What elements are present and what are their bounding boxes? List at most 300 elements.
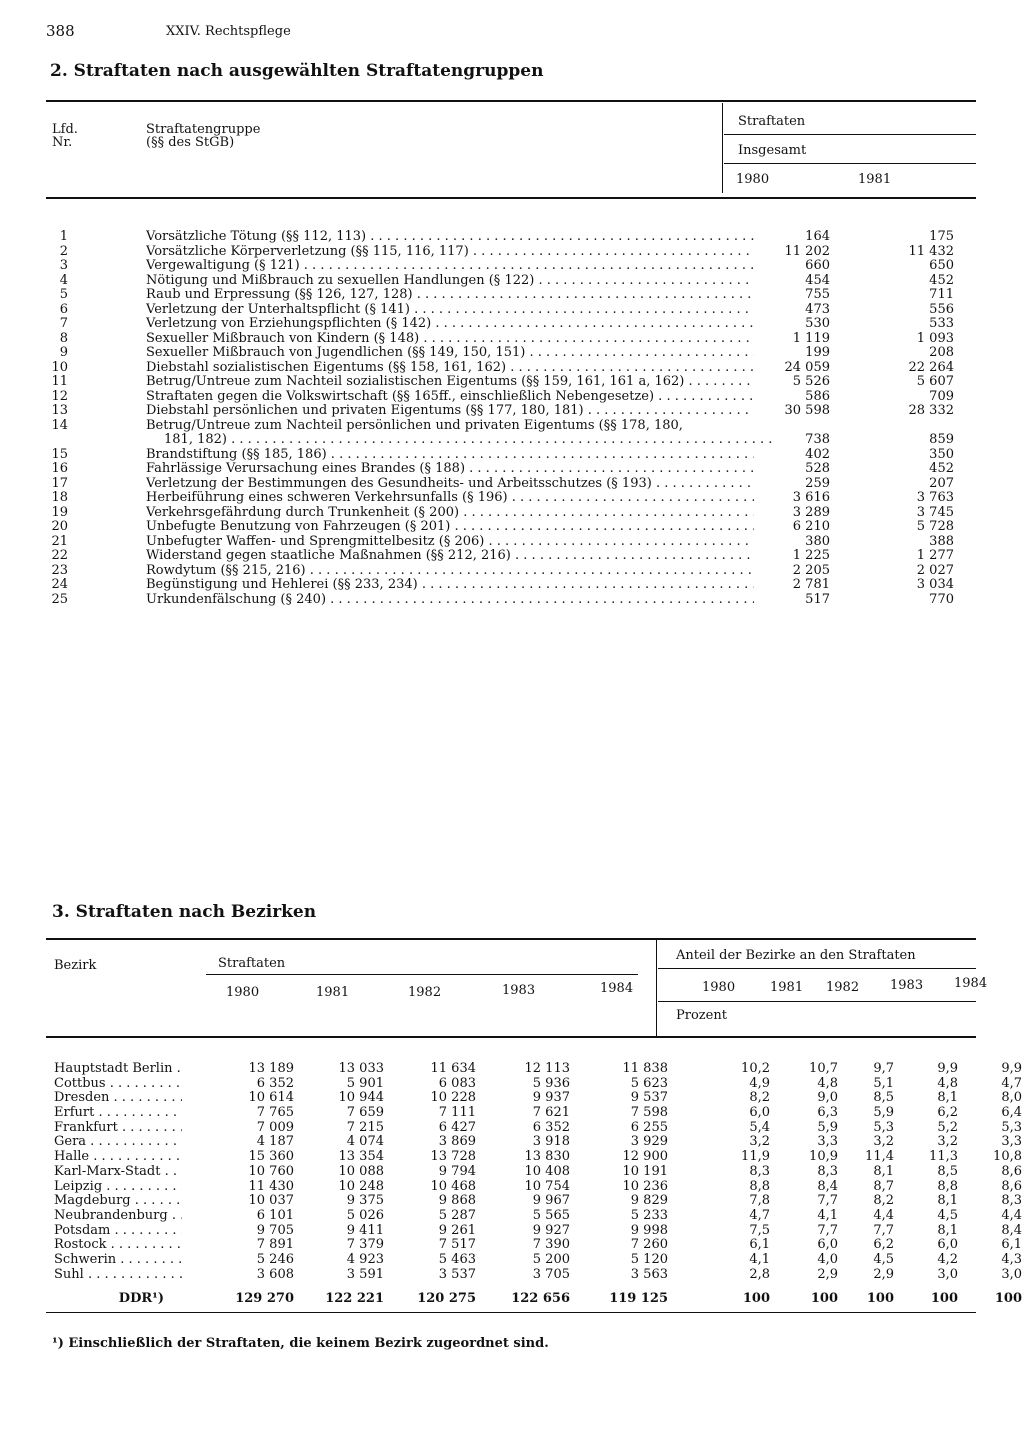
offense-count: 5 623: [630, 1075, 668, 1091]
table-row: [46, 230, 966, 245]
share-percent: 8,1: [937, 1222, 958, 1238]
col-district: Bezirk: [54, 958, 97, 973]
table-row: [46, 332, 966, 347]
offense-count: 7 390: [532, 1237, 570, 1253]
offense-count: 5 936: [532, 1075, 570, 1091]
share-percent: 7,7: [817, 1193, 838, 1209]
district-name: Erfurt . . .: [54, 1106, 182, 1121]
header-col-divider: [722, 103, 723, 193]
table-row: [46, 491, 966, 506]
share-percent: 8,7: [873, 1178, 894, 1194]
row-label: Fahrlässige Verursachung eines Brandes (§ 188) . . .: [146, 462, 754, 477]
share-percent: 6,4: [1001, 1105, 1022, 1121]
offenses-rule-s3: [206, 974, 638, 975]
value-1980: 30 598: [784, 403, 830, 418]
share-percent: 5,9: [817, 1119, 838, 1135]
total-row: [54, 1291, 1022, 1307]
share-percent: 8,1: [937, 1090, 958, 1106]
share-percent: 5,2: [937, 1119, 958, 1135]
offense-count: 3 705: [532, 1266, 570, 1282]
share-percent: 100: [930, 1291, 958, 1307]
value-1980: 6 210: [792, 519, 830, 534]
offense-count: 13 033: [338, 1061, 384, 1076]
offense-count: 5 120: [630, 1251, 668, 1267]
offense-count: 12 113: [524, 1061, 570, 1076]
offense-count: 5 287: [438, 1207, 476, 1223]
share-percent: 9,0: [817, 1090, 838, 1106]
table-row: [54, 1105, 1022, 1121]
offense-count: 5 901: [346, 1075, 384, 1091]
row-label: Sexueller Mißbrauch von Jugendlichen (§§ 149, 150, 151) . . .: [146, 346, 754, 361]
table-row: [46, 578, 966, 593]
percent-rule: [658, 1001, 976, 1002]
district-name: DDR¹): [118, 1292, 164, 1307]
col-share: Anteil der Bezirke an den Straftaten: [676, 948, 916, 963]
offense-count: 3 591: [346, 1266, 384, 1282]
table-row: [54, 1149, 1022, 1165]
offense-count: 9 537: [630, 1090, 668, 1106]
value-1980: 5 526: [792, 374, 830, 389]
share-percent: 9,9: [937, 1061, 958, 1076]
value-1980: 259: [805, 475, 830, 491]
row-label: Vergewaltigung (§ 121) . . .: [146, 259, 754, 274]
district-name: Magdeburg . . .: [54, 1194, 182, 1209]
offense-count: 7 621: [532, 1105, 570, 1121]
chapter-title: XXIV. Rechtspflege: [166, 24, 291, 39]
offense-count: 5 200: [532, 1251, 570, 1267]
offense-count: 10 760: [248, 1163, 294, 1179]
s3-header-bottom-rule: [46, 1036, 976, 1038]
row-label: Verletzung der Unterhaltspflicht (§ 141) . . .: [146, 303, 754, 318]
offense-count: 9 794: [438, 1163, 476, 1179]
offense-count: 7 891: [256, 1237, 294, 1253]
offense-count: 10 408: [524, 1163, 570, 1179]
value-1981: 2 027: [916, 562, 954, 578]
row-number: 4: [59, 272, 68, 288]
row-number: 16: [51, 461, 68, 476]
value-1980: 164: [805, 229, 830, 244]
table-row: [46, 564, 966, 579]
table-row: [46, 593, 966, 608]
table-row: [54, 1075, 1022, 1092]
section3-top-rule: [46, 938, 976, 940]
offense-count: 15 360: [248, 1149, 294, 1165]
row-number: 20: [51, 519, 68, 534]
offenses-rule: [724, 134, 976, 135]
share-percent: 4,8: [817, 1075, 838, 1091]
offense-groups-table: [46, 230, 966, 607]
col-total: Insgesamt: [738, 143, 807, 158]
col-offenses-s3: Straftaten: [218, 956, 286, 971]
value-1981: 28 332: [908, 403, 954, 418]
share-percent: 4,2: [937, 1251, 958, 1267]
district-name: Hauptstadt Berlin . . .: [54, 1062, 182, 1077]
share-percent: 6,1: [749, 1237, 770, 1253]
row-label: Verletzung von Erziehungspflichten (§ 142) . . .: [146, 317, 754, 332]
table-row: [54, 1119, 1022, 1136]
row-number: 13: [51, 403, 68, 418]
offense-count: 129 270: [235, 1291, 294, 1307]
share-percent: 8,5: [937, 1163, 958, 1179]
share-percent: 8,2: [749, 1090, 770, 1106]
offense-count: 11 430: [248, 1178, 294, 1194]
offense-count: 10 236: [622, 1178, 668, 1194]
row-label: Vorsätzliche Körperverletzung (§§ 115, 116, 117) . . .: [146, 245, 754, 260]
value-1980: 473: [805, 301, 830, 317]
offense-count: 9 261: [438, 1222, 476, 1238]
col-year-1981: 1981: [858, 172, 892, 187]
col-year-count-1980: 1980: [226, 985, 260, 1000]
share-percent: 5,3: [1001, 1119, 1022, 1135]
share-percent: 8,4: [817, 1178, 838, 1194]
offense-count: 11 838: [622, 1061, 668, 1076]
offense-count: 9 705: [256, 1222, 294, 1238]
offense-count: 7 517: [438, 1237, 476, 1253]
offense-count: 3 929: [630, 1134, 668, 1150]
value-1980: 530: [805, 316, 830, 331]
table-row: [46, 520, 966, 535]
row-label: Sexueller Mißbrauch von Kindern (§ 148) . . .: [146, 332, 754, 347]
share-percent: 2,9: [817, 1266, 838, 1282]
row-number: 12: [51, 388, 68, 404]
share-percent: 2,8: [749, 1266, 770, 1282]
share-percent: 4,8: [937, 1075, 958, 1091]
offense-count: 10 468: [430, 1178, 476, 1194]
share-percent: 8,8: [937, 1178, 958, 1194]
row-number: 18: [51, 490, 68, 505]
row-number: 15: [51, 446, 68, 462]
value-1981: 5 607: [916, 374, 954, 389]
share-percent: 11,9: [741, 1149, 770, 1165]
offense-count: 10 088: [338, 1163, 384, 1179]
s3-col-divider: [656, 940, 657, 1036]
value-1980: 2 781: [792, 577, 830, 592]
col-percent: Prozent: [676, 1008, 727, 1023]
share-percent: 4,3: [1001, 1251, 1022, 1267]
row-number: 8: [59, 330, 68, 346]
offense-count: 13 830: [524, 1149, 570, 1165]
offense-count: 7 260: [630, 1237, 668, 1253]
table-row: [46, 259, 966, 274]
row-label: Verletzung der Bestimmungen des Gesundheits- und Arbeitsschutzes (§ 193) . . .: [146, 477, 754, 492]
share-percent: 4,7: [749, 1207, 770, 1223]
offense-count: 7 765: [256, 1105, 294, 1121]
table-row: [54, 1163, 1022, 1180]
share-percent: 2,9: [873, 1266, 894, 1282]
value-1981: 175: [929, 229, 954, 244]
district-name: Karl-Marx-Stadt . . .: [54, 1165, 182, 1180]
share-percent: 4,4: [1001, 1207, 1022, 1223]
share-percent: 100: [742, 1291, 770, 1307]
table-row: [46, 274, 966, 289]
value-1981: 5 728: [916, 519, 954, 534]
value-1980: 517: [805, 591, 830, 607]
value-1981: 709: [929, 388, 954, 404]
offense-count: 11 634: [430, 1061, 476, 1076]
district-name: Rostock . . .: [54, 1238, 182, 1253]
district-name: Halle . . .: [54, 1150, 182, 1165]
district-name: Suhl . . .: [54, 1268, 182, 1283]
offense-count: 10 614: [248, 1090, 294, 1106]
share-percent: 9,7: [873, 1061, 894, 1076]
value-1981: 207: [929, 475, 954, 491]
offense-count: 10 944: [338, 1090, 384, 1106]
col-year-count-1981: 1981: [316, 985, 350, 1000]
offense-count: 9 998: [630, 1222, 668, 1238]
district-name: Cottbus . . .: [54, 1077, 182, 1092]
row-number: 24: [51, 577, 68, 592]
table-row: [46, 404, 966, 419]
offense-count: 9 868: [438, 1193, 476, 1209]
district-name: Gera . . .: [54, 1135, 182, 1150]
share-percent: 10,2: [741, 1061, 770, 1076]
share-percent: 4,5: [937, 1207, 958, 1223]
value-1980: 1 119: [792, 330, 830, 346]
share-percent: 4,0: [817, 1251, 838, 1267]
offense-count: 9 937: [532, 1090, 570, 1106]
table-row: [54, 1193, 1022, 1209]
share-percent: 6,1: [1001, 1237, 1022, 1253]
share-percent: 3,0: [1001, 1266, 1022, 1282]
offense-count: 10 228: [430, 1090, 476, 1106]
district-name: Frankfurt . . .: [54, 1121, 182, 1136]
offense-count: 10 037: [248, 1193, 294, 1209]
offense-count: 9 967: [532, 1193, 570, 1209]
share-percent: 4,7: [1001, 1075, 1022, 1091]
row-number: 23: [51, 562, 68, 578]
share-percent: 100: [994, 1291, 1022, 1307]
share-percent: 4,4: [873, 1207, 894, 1223]
table-row: [46, 245, 966, 260]
row-number: 2: [59, 243, 68, 259]
share-rule: [658, 968, 976, 969]
table-row: [54, 1090, 1022, 1106]
table-row: [46, 535, 966, 550]
offense-count: 6 083: [438, 1075, 476, 1091]
row-label: Brandstiftung (§§ 185, 186) . . .: [146, 448, 754, 463]
value-1981: 650: [929, 258, 954, 273]
offense-count: 5 026: [346, 1207, 384, 1223]
offense-count: 4 074: [346, 1134, 384, 1150]
col-year-share-1980: 1980: [702, 980, 736, 995]
row-label: Vorsätzliche Tötung (§§ 112, 113) . . .: [146, 230, 754, 245]
offense-count: 7 379: [346, 1237, 384, 1253]
share-percent: 6,2: [937, 1105, 958, 1121]
share-percent: 4,9: [749, 1075, 770, 1091]
table-row: [46, 390, 966, 405]
share-percent: 4,1: [817, 1207, 838, 1223]
value-1981: 3 745: [916, 504, 954, 520]
table-row: [54, 1222, 1022, 1239]
col-year-count-1982: 1982: [408, 985, 442, 1000]
districts-table: [54, 1061, 1022, 1307]
table-row: [46, 506, 966, 521]
row-label: Betrug/Untreue zum Nachteil persönlichen und privaten Eigentums (§§ 178, 180,: [146, 418, 683, 433]
row-number: 25: [51, 591, 68, 607]
share-percent: 3,0: [937, 1266, 958, 1282]
share-percent: 10,8: [993, 1149, 1022, 1165]
offense-count: 6 352: [532, 1119, 570, 1135]
value-1981: 711: [929, 287, 954, 302]
value-1981: 770: [929, 591, 954, 607]
offense-count: 3 537: [438, 1266, 476, 1282]
value-1980: 528: [805, 461, 830, 476]
offense-count: 10 191: [622, 1163, 668, 1179]
table-row: [54, 1207, 1022, 1224]
share-percent: 6,0: [937, 1237, 958, 1253]
offense-count: 9 927: [532, 1222, 570, 1238]
offense-count: 13 354: [338, 1149, 384, 1165]
value-1980: 402: [805, 446, 830, 462]
district-name: Leipzig . . .: [54, 1180, 182, 1195]
offense-count: 6 427: [438, 1119, 476, 1135]
section3-title: 3. Straftaten nach Bezirken: [52, 902, 317, 922]
offense-count: 13 728: [430, 1149, 476, 1165]
row-label: Widerstand gegen staatliche Maßnahmen (§§ 212, 216) . . .: [146, 549, 754, 564]
share-percent: 10,7: [809, 1061, 838, 1076]
offense-count: 6 101: [256, 1207, 294, 1223]
table-row: [46, 549, 966, 564]
offense-count: 13 189: [248, 1061, 294, 1076]
offense-count: 5 246: [256, 1251, 294, 1267]
value-1980: 24 059: [784, 359, 830, 375]
district-name: Neubrandenburg . . .: [54, 1209, 182, 1224]
share-percent: 7,8: [749, 1193, 770, 1209]
row-number: 5: [59, 287, 68, 302]
value-1980: 199: [805, 345, 830, 360]
offense-count: 119 125: [609, 1291, 668, 1307]
share-percent: 6,0: [817, 1237, 838, 1253]
row-label: Unbefugte Benutzung von Fahrzeugen (§ 201) . . .: [146, 520, 754, 535]
table-row: [46, 317, 966, 332]
row-label: Verkehrsgefährdung durch Trunkenheit (§ 200) . . .: [146, 506, 754, 521]
share-percent: 8,4: [1001, 1222, 1022, 1238]
share-percent: 5,9: [873, 1105, 894, 1121]
row-number: 7: [59, 316, 68, 331]
share-percent: 3,2: [937, 1134, 958, 1150]
offense-count: 9 375: [346, 1193, 384, 1209]
district-name: Dresden . . .: [54, 1091, 182, 1106]
share-percent: 8,2: [873, 1193, 894, 1209]
share-percent: 8,3: [817, 1163, 838, 1179]
value-1981: 452: [929, 272, 954, 288]
col-year-share-1982: 1982: [826, 980, 860, 995]
share-percent: 10,9: [809, 1149, 838, 1165]
value-1981: 22 264: [908, 359, 954, 375]
offense-count: 4 187: [256, 1134, 294, 1150]
value-1981: 3 763: [916, 490, 954, 505]
col-year-share-1981: 1981: [770, 980, 804, 995]
row-number: 3: [59, 258, 68, 273]
row-number: 17: [51, 475, 68, 491]
share-percent: 7,5: [749, 1222, 770, 1238]
value-1981: 3 034: [916, 577, 954, 592]
value-1980: 660: [805, 258, 830, 273]
col-year-count-1984: 1984: [600, 981, 634, 996]
col-year-1980: 1980: [736, 172, 770, 187]
row-label: Rowdytum (§§ 215, 216) . . .: [146, 564, 754, 579]
row-label: Straftaten gegen die Volkswirtschaft (§§ 165ff., einschließlich Nebengesetze) . . .: [146, 390, 754, 405]
share-percent: 8,3: [1001, 1193, 1022, 1209]
share-percent: 8,8: [749, 1178, 770, 1194]
offense-count: 12 900: [622, 1149, 668, 1165]
row-number: 19: [51, 504, 68, 520]
offense-count: 7 215: [346, 1119, 384, 1135]
value-1980: 738: [805, 432, 830, 447]
share-percent: 4,1: [749, 1251, 770, 1267]
offense-count: 7 659: [346, 1105, 384, 1121]
value-1980: 11 202: [784, 243, 830, 259]
value-1980: 3 289: [792, 504, 830, 520]
offense-count: 5 565: [532, 1207, 570, 1223]
col-year-share-1983: 1983: [890, 978, 924, 993]
value-1981: 208: [929, 345, 954, 360]
offense-count: 122 221: [325, 1291, 384, 1307]
share-percent: 3,2: [873, 1134, 894, 1150]
header-bottom-rule: [46, 197, 976, 199]
table-row: [46, 448, 966, 463]
offense-count: 4 923: [346, 1251, 384, 1267]
share-percent: 3,3: [1001, 1134, 1022, 1150]
share-percent: 9,9: [1001, 1061, 1022, 1076]
col-offenses: Straftaten: [738, 114, 806, 129]
table-row: [54, 1266, 1022, 1283]
offense-count: 3 869: [438, 1134, 476, 1150]
col-year-count-1983: 1983: [502, 983, 536, 998]
offense-count: 9 411: [346, 1222, 384, 1238]
value-1981: 452: [929, 461, 954, 476]
offense-count: 7 598: [630, 1105, 668, 1121]
offense-count: 6 255: [630, 1119, 668, 1135]
share-percent: 7,7: [817, 1222, 838, 1238]
row-number: 10: [51, 359, 68, 375]
table-row: [54, 1251, 1022, 1268]
row-number: 14: [51, 417, 68, 433]
value-1980: 1 225: [792, 548, 830, 563]
value-1981: 533: [929, 316, 954, 331]
row-number: 11: [51, 374, 68, 389]
share-percent: 6,3: [817, 1105, 838, 1121]
section2-title: 2. Straftaten nach ausgewählten Straftatengruppen: [50, 61, 544, 81]
offense-count: 5 233: [630, 1207, 668, 1223]
total-rule: [724, 163, 976, 164]
value-1980: 380: [805, 533, 830, 549]
offense-count: 7 009: [256, 1119, 294, 1135]
row-number: 6: [59, 301, 68, 317]
table-row: [46, 303, 966, 318]
s3-bottom-rule: [46, 1312, 976, 1313]
share-percent: 6,2: [873, 1237, 894, 1253]
col-nr-line1: Lfd.: [52, 122, 78, 137]
row-number: 22: [51, 548, 68, 563]
share-percent: 3,2: [749, 1134, 770, 1150]
share-percent: 3,3: [817, 1134, 838, 1150]
offense-count: 10 754: [524, 1178, 570, 1194]
share-percent: 5,4: [749, 1119, 770, 1135]
value-1981: 11 432: [908, 243, 954, 259]
share-percent: 8,5: [873, 1090, 894, 1106]
table-row-continuation: [46, 433, 966, 448]
value-1980: 586: [805, 388, 830, 404]
table-row: [46, 346, 966, 361]
row-number: 21: [51, 533, 68, 549]
share-percent: 5,1: [873, 1075, 894, 1091]
district-name: Schwerin . . .: [54, 1253, 182, 1268]
value-1981: 859: [929, 432, 954, 447]
table-row: [46, 477, 966, 492]
share-percent: 4,5: [873, 1251, 894, 1267]
table-row: [46, 375, 966, 390]
